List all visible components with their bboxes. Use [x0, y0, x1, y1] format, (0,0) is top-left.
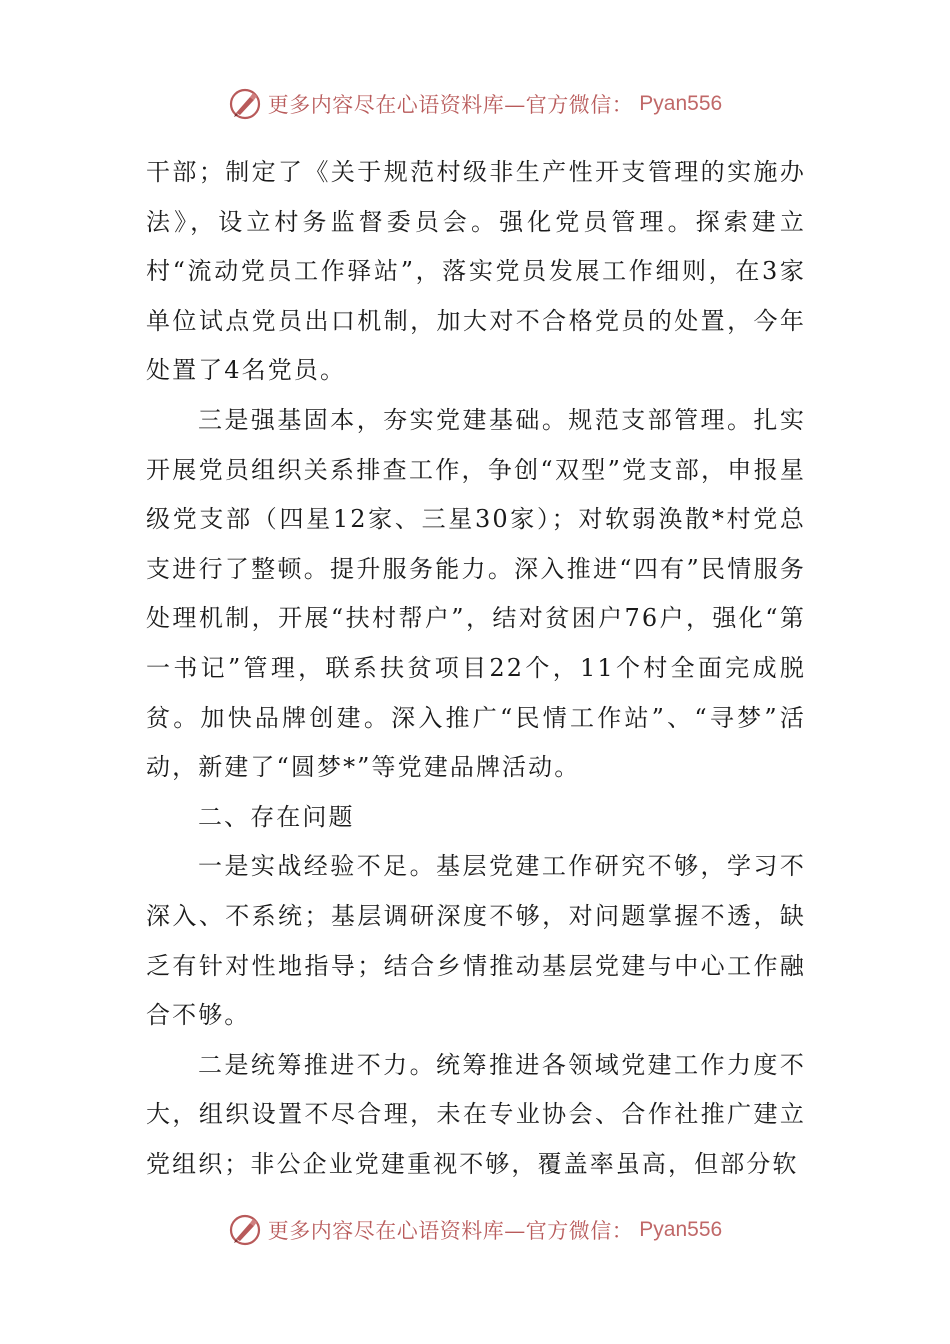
section-heading-problems: 二、存在问题: [198, 802, 355, 831]
pen-logo-icon: [228, 87, 262, 121]
footer-banner: [0, 1210, 950, 1250]
header-banner-inner: [228, 87, 722, 121]
footer-banner-wechat-id: Pyan556: [639, 1218, 723, 1241]
paragraph-4: 二是统筹推进不力。统筹推进各领域党建工作力度不大，组织设置不尽合理，未在专业协会、合作社推广建立党组织；非公企业党建重视不够，覆盖率虽高，但部分软: [146, 1050, 806, 1178]
paragraph-1: 干部；制定了《关于规范村级非生产性开支管理的实施办法》，设立村务监督委员会。强化党员管理。探索建立村“流动党员工作驿站”，落实党员发展工作细则，在3家单位试点党员出口机制，加大对不合格党员的处置，今年处置了4名党员。: [146, 158, 806, 385]
footer-banner-text: 更多内容尽在心语资料库—官方微信：: [267, 1219, 634, 1243]
footer-banner-inner: [228, 1213, 722, 1247]
header-banner: [0, 84, 950, 124]
pen-logo-icon: [228, 1213, 262, 1247]
paragraph-2: 三是强基固本，夯实党建基础。规范支部管理。扎实开展党员组织关系排查工作，争创“双型”党支部，申报星级党支部（四星12家、三星30家）；对软弱涣散*村党总支进行了整顿。提升服务能力。深入推进“四有”民情服务处理机制，开展“扶村帮户”，结对贫困户76户，强化“第一书记”管理，联系扶贫项目22个，11个村全面完成脱贫。加快品牌创建。深入推广“民情工作站”、“寻梦”活动，新建了“圆梦*”等党建品牌活动。: [146, 405, 806, 782]
header-banner-text: 更多内容尽在心语资料库—官方微信：: [267, 93, 634, 117]
header-banner-wechat-id: Pyan556: [639, 92, 723, 115]
paragraph-3: 一是实战经验不足。基层党建工作研究不够，学习不深入、不系统；基层调研深度不够，对问题掌握不透，缺乏有针对性地指导；结合乡情推动基层党建与中心工作融合不够。: [146, 852, 806, 1030]
document-body: [146, 148, 806, 1189]
